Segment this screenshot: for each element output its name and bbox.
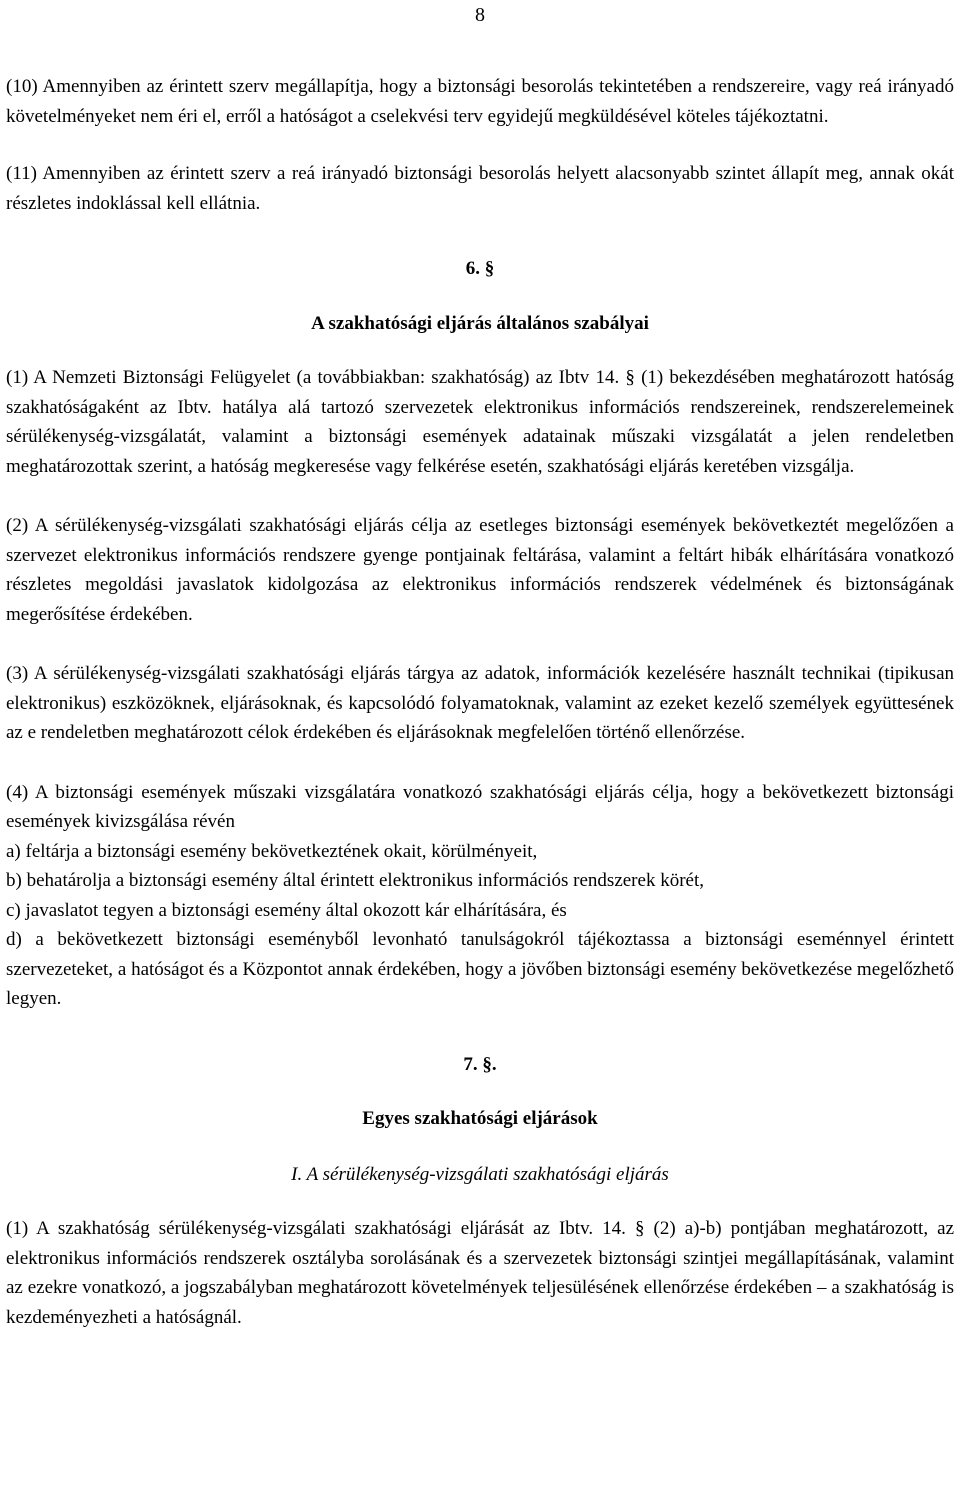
list-item-c: c) javaslatot tegyen a biztonsági esemény által okozott kár elhárítására, és — [6, 899, 567, 921]
section-6-paragraph-4 — [6, 778, 954, 1014]
document-body — [6, 72, 954, 1332]
paragraph-10: (10) Amennyiben az érintett szerv megállapítja, hogy a biztonsági besorolás tekintetében a rendszereire, vagy reá irányadó követelményeket nem éri el, erről a hatóságot a cselekvési terv egyidejű megküldésével köteles tájékoztatni. — [6, 76, 954, 127]
section-7-subtitle: I. A sérülékenység-vizsgálati szakhatósági eljárás — [291, 1163, 669, 1185]
section-7-paragraph-1: (1) A szakhatóság sérülékenység-vizsgálati szakhatósági eljárását az Ibtv. 14. § (2) a)-b) pontjában meghatározott, az elektronikus információs rendszerek osztályba sorolásának és a szervezetek biztonsági szintjei megállapításának, valamint az ezekre vonatkozó, a jogszabályban meghatározott követelmények teljesülésének ellenőrzése érdekében – a szakhatóság is kezdeményezheti a hatóságnál. — [6, 1218, 954, 1328]
section-6-title: A szakhatósági eljárás általános szabályai — [311, 312, 649, 334]
section-6-paragraph-1: (1) A Nemzeti Biztonsági Felügyelet (a továbbiakban: szakhatóság) az Ibtv 14. § (1) bekezdésében meghatározott hatóság szakhatóságaként az Ibtv. hatálya alá tartozó szervezetek elektronikus információs rendszereinek, rendszerelemeinek sérülékenység-vizsgálatát, valamint a biztonsági események adatainak műszaki vizsgálatát a jelen rendeletben meghatározottak szerint, a hatóság megkeresése vagy felkérése esetén, szakhatósági eljárás keretében vizsgálja. — [6, 367, 954, 477]
list-item-a: a) feltárja a biztonsági esemény bekövetkeztének okait, körülményeit, — [6, 840, 538, 862]
paragraph-11: (11) Amennyiben az érintett szerv a reá irányadó biztonsági besorolás helyett alacsonyabb szintet állapít meg, annak okát részletes indoklással kell ellátnia. — [6, 163, 954, 214]
section-6-paragraph-4-intro: (4) A biztonsági események műszaki vizsgálatára vonatkozó szakhatósági eljárás célja, hogy a bekövetkezett biztonsági események kivizsgálása révén — [6, 781, 954, 832]
section-6-paragraph-2: (2) A sérülékenység-vizsgálati szakhatósági eljárás célja az esetleges biztonsági események bekövetkeztét megelőzően a szervezet elektronikus információs rendszere gyenge pontjainak feltárása, valamint a feltárt hibák elhárítására vonatkozó részletes megoldási javaslatok kidolgozása az elektronikus információs rendszerek védelmének és biztonságának megerősítése érdekében. — [6, 515, 954, 625]
page-number: 8 — [475, 4, 485, 26]
section-7-number: 7. §. — [463, 1053, 497, 1075]
list-item-d: d) a bekövetkezett biztonsági eseményből levonható tanulságokról tájékoztassa a biztonsági eseménnyel érintett szervezeteket, a hatóságot és a Központot annak érdekében, hogy a jövőben biztonsági esemény bekövetkezése megelőzhető legyen. — [6, 929, 954, 1009]
section-6-number: 6. § — [465, 258, 495, 279]
section-7-title: Egyes szakhatósági eljárások — [362, 1108, 598, 1129]
section-6-paragraph-3: (3) A sérülékenység-vizsgálati szakhatósági eljárás tárgya az adatok, információk kezelésére használt technikai (tipikusan elektronikus) eszközöknek, eljárásoknak, és kapcsolódó folyamatoknak, valamint az ezeket kezelő személyek együttesének az e rendeletben meghatározott célok érdekében és eljárásoknak megfelelően történő ellenőrzése. — [6, 663, 954, 743]
list-item-b: b) behatárolja a biztonsági esemény által érintett elektronikus információs rendszerek körét, — [6, 870, 704, 891]
